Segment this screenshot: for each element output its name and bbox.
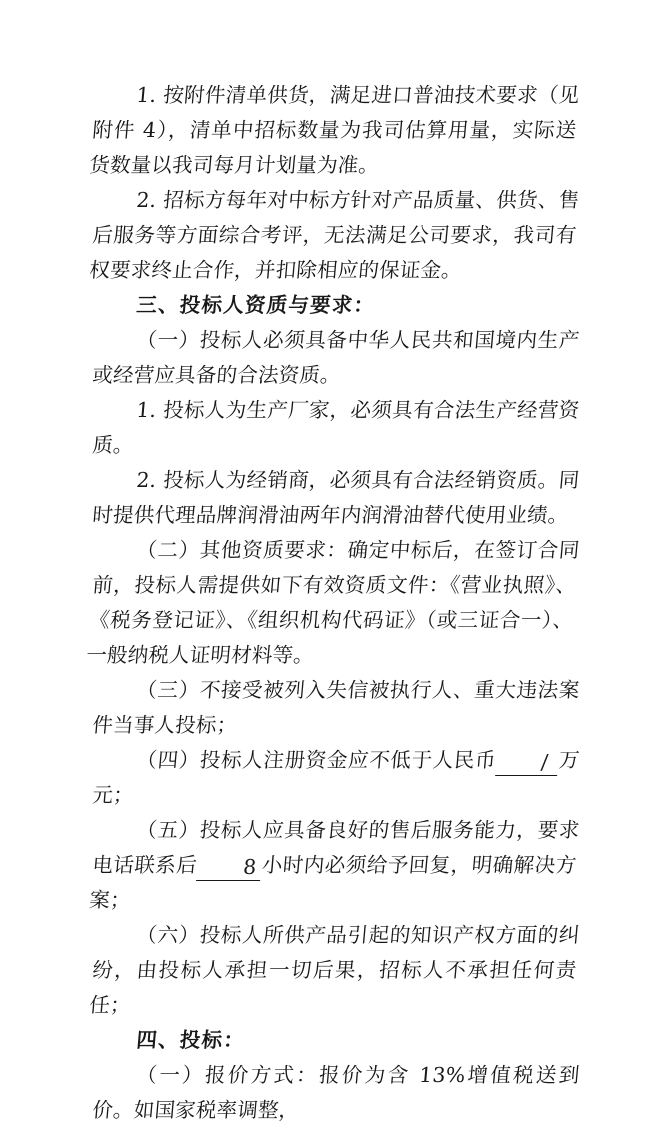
registered-capital-blank-field[interactable]: / [495, 749, 559, 776]
paragraph-other-qualification-documents: （二）其他资质要求：确定中标后，在签订合同前，投标人需提供如下有效资质文件：《营业执照》、《税务登记证》、《组织机构代码证》（或三证合一）、一般纳税人证明材料等。 [85, 538, 581, 667]
heading-bidding: 四、投标： [135, 1028, 247, 1052]
after-sales-prefix: （五）投标人应具备良好的售后服务能力，要求电话联系后 [91, 818, 581, 877]
paragraph-distributor-qualification: 2. 投标人为经销商，必须具有合法经销资质。同时提供代理品牌润滑油两年内润滑油替代使用业绩。 [91, 468, 581, 527]
paragraph-manufacturer-qualification: 1. 投标人为生产厂家，必须具有合法生产经营资质。 [91, 398, 581, 457]
after-sales-hours-blank-field[interactable]: 8 [196, 854, 263, 881]
document-text-column [85, 78, 581, 1128]
registered-capital-suffix: 万元； [91, 748, 581, 807]
paragraph-registered-capital [91, 743, 581, 813]
heading-bidder-qualifications: 三、投标人资质与要求： [135, 293, 377, 317]
paragraph-legal-qualification: （一）投标人必须具备中华人民共和国境内生产或经营应具备的合法资质。 [91, 328, 581, 387]
paragraph-after-sales-service [88, 813, 581, 918]
paragraph-supply-per-attachment: 1. 按附件清单供货，满足进口普油技术要求（见附件 4），清单中招标数量为我司估算用量，实际送货数量以我司每月计划量为准。 [88, 83, 581, 177]
paragraph-ip-dispute: （六）投标人所供产品引起的知识产权方面的纠纷，由投标人承担一切后果，招标人不承担任何责任； [88, 923, 581, 1017]
paragraph-annual-evaluation: 2. 招标方每年对中标方针对产品质量、供货、售后服务等方面综合考评，无法满足公司要求，我司有权要求终止合作，并扣除相应的保证金。 [88, 188, 581, 282]
registered-capital-prefix: （四）投标人注册资金应不低于人民币 [135, 748, 498, 772]
paragraph-quotation-method: （一）报价方式：报价为含 13%增值税送到价。如国家税率调整， [91, 1063, 581, 1122]
paragraph-dishonest-persons-excluded: （三）不接受被列入失信被执行人、重大违法案件当事人投标； [91, 678, 581, 737]
after-sales-suffix: 小时内必须给予回复，明确解决方案； [88, 853, 578, 912]
